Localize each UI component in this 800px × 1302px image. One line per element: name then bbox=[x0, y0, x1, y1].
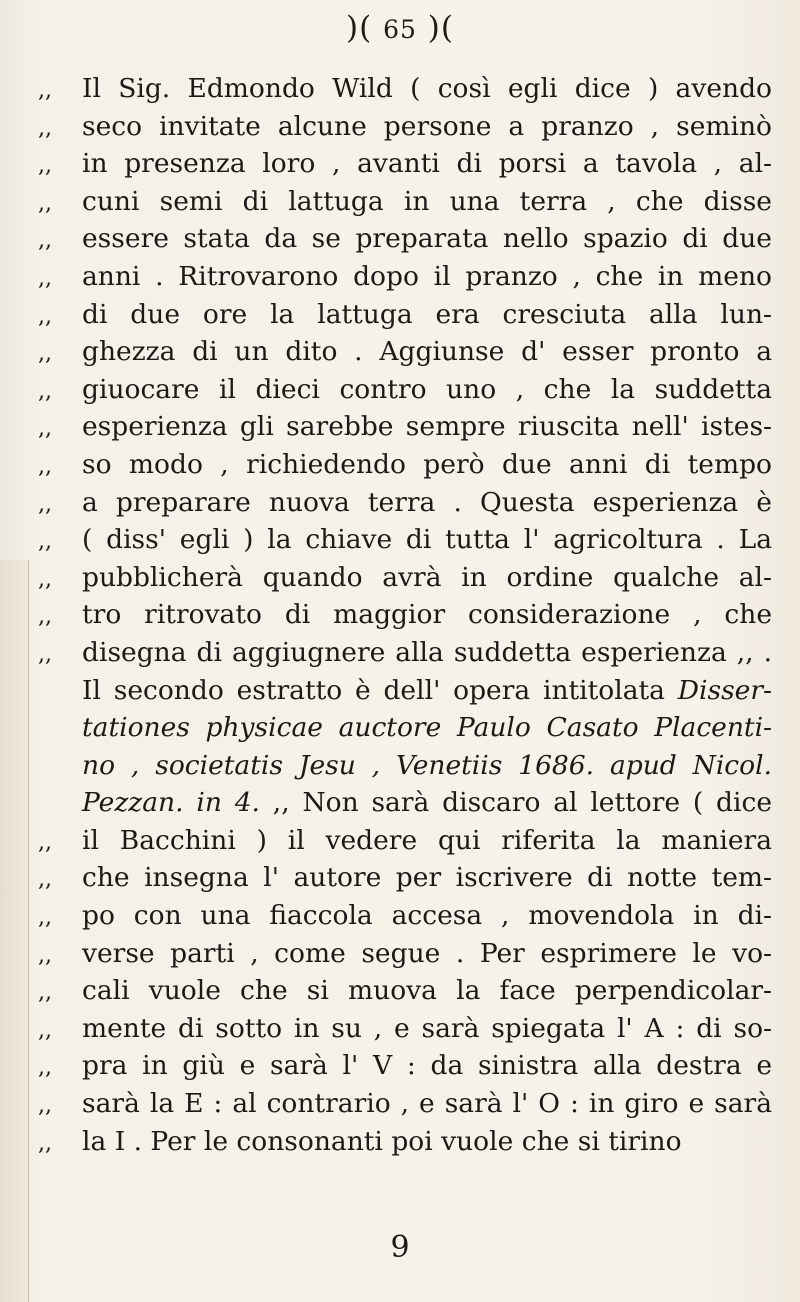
header-right-mark: )( bbox=[427, 10, 454, 46]
text-line bbox=[82, 784, 772, 822]
line-text: sarà la E : al contrario , e sarà l' O : in giro e sarà bbox=[82, 1088, 772, 1120]
line-text: il Bacchini ) il vedere qui riferita la maniera bbox=[82, 824, 772, 856]
line-text: in presenza loro , avanti di porsi a tavola , al- bbox=[82, 148, 772, 180]
line-text: Il secondo estratto è dell' opera intitolata bbox=[82, 674, 678, 706]
quote-mark: ,, bbox=[38, 491, 52, 517]
quote-mark: ,, bbox=[38, 604, 52, 630]
text-line bbox=[38, 596, 772, 634]
text-line bbox=[38, 108, 772, 146]
line-text: tro ritrovato di maggior considerazione , che bbox=[82, 599, 772, 631]
page-number: 65 bbox=[383, 15, 417, 44]
text-line bbox=[38, 371, 772, 409]
line-text: cuni semi di lattuga in una terra , che disse bbox=[82, 185, 772, 217]
text-line bbox=[38, 220, 772, 258]
line-text: cali vuole che si muova la face perpendicolar- bbox=[82, 975, 772, 1007]
italic-title: Disser- bbox=[677, 674, 772, 706]
text-line bbox=[38, 559, 772, 597]
text-line bbox=[38, 408, 772, 446]
text-line bbox=[38, 446, 772, 484]
line-text: po con una fiaccola accesa , movendola in di- bbox=[82, 900, 772, 932]
text-line bbox=[38, 70, 772, 108]
italic-title: no , societatis Jesu , Venetiis 1686. apud Nicol. bbox=[82, 749, 772, 781]
line-text: Il Sig. Edmondo Wild ( così egli dice ) avendo bbox=[82, 73, 772, 104]
quote-mark: ,, bbox=[38, 153, 52, 179]
line-text: la I . Per le consonanti poi vuole che si tirino bbox=[82, 1125, 682, 1157]
line-text: verse parti , come segue . Per esprimere le vo- bbox=[82, 937, 772, 969]
header-left-mark: )( bbox=[346, 10, 373, 46]
quote-mark: ,, bbox=[38, 529, 52, 555]
text-line bbox=[38, 897, 772, 935]
running-head bbox=[0, 10, 800, 46]
text-line bbox=[38, 296, 772, 334]
quote-mark: ,, bbox=[38, 566, 52, 592]
quote-mark: ,, bbox=[38, 942, 52, 968]
line-text: essere stata da se preparata nello spazio di due bbox=[82, 223, 772, 255]
signature-mark: 9 bbox=[390, 1230, 410, 1265]
text-line bbox=[38, 972, 772, 1010]
quote-mark: ,, bbox=[38, 1130, 52, 1156]
text-line bbox=[38, 822, 772, 860]
quote-mark: ,, bbox=[38, 453, 52, 479]
quote-mark: ,, bbox=[38, 341, 52, 367]
quote-mark: ,, bbox=[38, 641, 52, 667]
quote-mark: ,, bbox=[38, 190, 52, 216]
line-text: a preparare nuova terra . Questa esperienza è bbox=[82, 486, 772, 518]
line-text: pra in giù e sarà l' V : da sinistra alla destra e bbox=[82, 1050, 772, 1082]
line-text: seco invitate alcune persone a pranzo , seminò bbox=[82, 110, 772, 142]
text-line bbox=[38, 1047, 772, 1085]
quote-mark: ,, bbox=[38, 1093, 52, 1119]
text-line bbox=[38, 145, 772, 183]
page-binding-edge bbox=[0, 560, 29, 1302]
line-text: ( diss' egli ) la chiave di tutta l' agricoltura . La bbox=[82, 524, 772, 556]
quote-mark: ,, bbox=[38, 228, 52, 254]
quote-mark: ,, bbox=[38, 115, 52, 141]
quote-mark: ,, bbox=[38, 980, 52, 1006]
text-line bbox=[38, 258, 772, 296]
quote-mark: ,, bbox=[38, 416, 52, 442]
line-text: pubblicherà quando avrà in ordine qualche al- bbox=[82, 561, 772, 593]
line-text: anni . Ritrovarono dopo il pranzo , che in meno bbox=[82, 260, 772, 292]
text-line bbox=[38, 935, 772, 973]
quote-mark: ,, bbox=[38, 829, 52, 855]
quote-mark: ,, bbox=[38, 867, 52, 893]
line-text: disegna di aggiugnere alla suddetta esperienza ,, . bbox=[82, 636, 772, 668]
quote-mark: ,, bbox=[38, 78, 52, 103]
quote-mark: ,, bbox=[38, 265, 52, 291]
line-text: mente di sotto in su , e sarà spiegata l' A : di so- bbox=[82, 1012, 772, 1044]
quote-mark: ,, bbox=[38, 1055, 52, 1081]
text-line bbox=[38, 484, 772, 522]
text-line bbox=[38, 521, 772, 559]
text-line bbox=[82, 672, 772, 710]
text-line bbox=[38, 333, 772, 371]
text-line bbox=[82, 747, 772, 785]
line-text: giuocare il dieci contro uno , che la suddetta bbox=[82, 373, 772, 405]
quote-mark: ,, bbox=[38, 1017, 52, 1043]
quote-mark: ,, bbox=[38, 905, 52, 931]
quote-mark: ,, bbox=[38, 303, 52, 329]
line-text: di due ore la lattuga era cresciuta alla lun- bbox=[82, 298, 772, 330]
line-text: ghezza di un dito . Aggiunse d' esser pronto a bbox=[82, 336, 772, 368]
line-text: che insegna l' autore per iscrivere di notte tem- bbox=[82, 862, 772, 894]
text-line bbox=[38, 1010, 772, 1048]
italic-title: Pezzan. in 4. bbox=[82, 787, 260, 819]
text-line bbox=[38, 634, 772, 672]
text-line bbox=[82, 709, 772, 747]
quote-mark: ,, bbox=[38, 378, 52, 404]
text-line bbox=[38, 859, 772, 897]
body-text bbox=[38, 70, 772, 1160]
line-text: ,, Non sarà discaro al lettore ( dice bbox=[259, 787, 772, 819]
text-line bbox=[38, 183, 772, 221]
text-line bbox=[38, 1085, 772, 1123]
line-text: so modo , richiedendo però due anni di tempo bbox=[82, 448, 772, 480]
italic-title: tationes physicae auctore Paulo Casato Placenti- bbox=[82, 712, 772, 744]
line-text: esperienza gli sarebbe sempre riuscita nell' istes- bbox=[82, 411, 772, 443]
text-line bbox=[38, 1123, 772, 1161]
